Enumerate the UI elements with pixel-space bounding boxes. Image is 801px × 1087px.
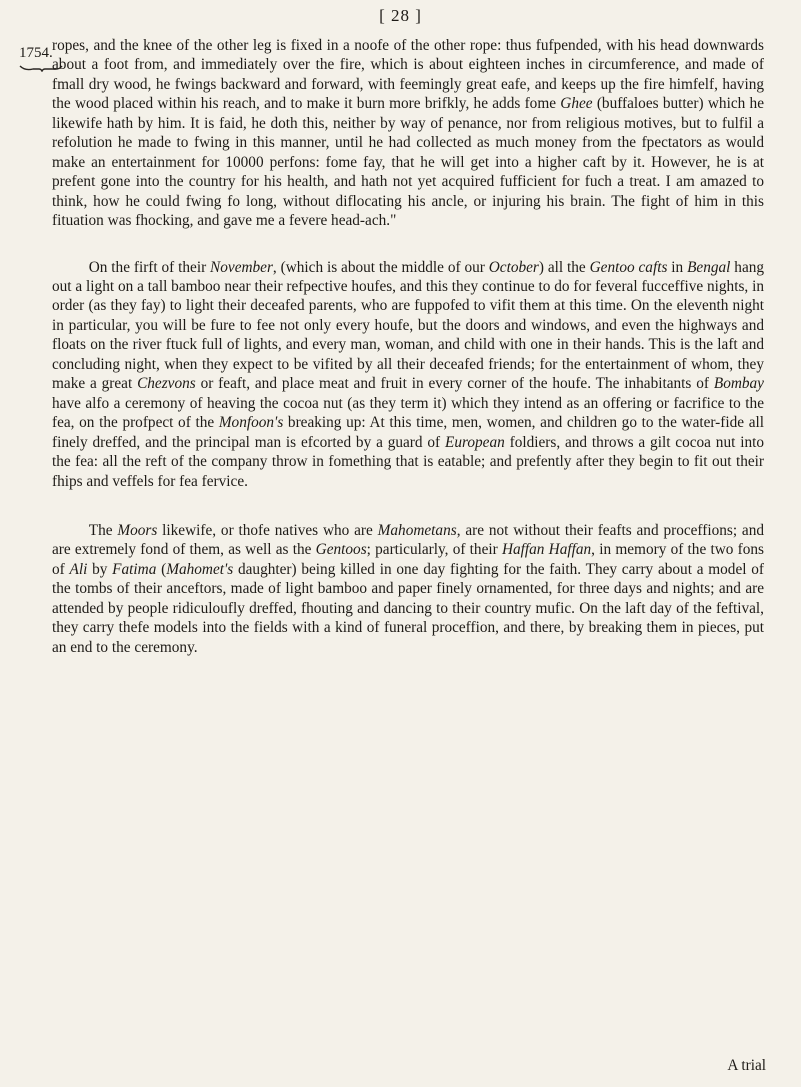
text-run: hang out a light on a tall bamboo near their refpective houfes, and this they continue to do for feveral fucceffive nights, in order (as they fay) to light their deceafed parents, who are fuppofed to vifit them at this time. On the eleventh night in particular, you will be fure to fee not only every houfe, but the doors and windows, and even the highways and floats on the river ftuck full of lights, and every man, woman, and child with one in their hands. This is the laft and concluding night, when they expect to be vifited by all their deceafed friends; for the entertainment of whom, they make a great: [52, 258, 765, 393]
italic-term: Fatima: [112, 560, 157, 578]
italic-term: European: [444, 433, 505, 451]
text-run: (buffaloes butter) which he likewife hath by him. It is faid, he doth this, neither by way of penance, nor from religious motives, but to fulfil a refolution he made to fwing in this manner, until he had collected as much money from the fpectators as would make an entertainment for 10000 perfons: fome fay, that he will get into a higher caft by it. However, he is at prefent gone into the country for his health, and hath not yet acquired fufficient for fuch a treat. I am amazed to think, how he could fwing fo long, without diflocating his ancle, or injuring his brain. The fight of him in this fituation was fhocking, and gave me a fevere head-ach.": [52, 95, 764, 230]
body-text: [52, 36, 764, 657]
italic-term: Gentoo cafts: [589, 258, 668, 276]
text-run: (: [156, 560, 167, 578]
text-run: have alfo a ceremony of heaving the cocoa nut (as they term it) which they intend as an offering or facrifice to the fea, on the profpect of the: [52, 394, 764, 432]
text-run: ) all the: [538, 258, 590, 276]
italic-term: Chezvons: [137, 375, 196, 393]
italic-term: Gentoos: [315, 541, 367, 559]
text-run: , (which is about the middle of our: [272, 258, 489, 276]
paragraph: [52, 521, 764, 657]
page-number: [ 28 ]: [379, 6, 422, 25]
italic-term: Mahomet's: [166, 560, 234, 578]
text-run: likewife, or thofe natives who are: [157, 521, 378, 539]
text-run: by: [87, 560, 113, 578]
italic-term: Moors: [117, 521, 158, 539]
italic-term: Monfoon's: [218, 414, 284, 432]
italic-term: Mahometans: [377, 521, 457, 539]
italic-term: Bengal: [687, 258, 731, 276]
text-run: , are not without their feafts and proceffions; and are extremely fond of them, as well as the: [52, 521, 765, 559]
italic-term: Ali: [69, 560, 88, 578]
paragraph: [52, 258, 764, 491]
paragraph: [52, 36, 764, 231]
text-run: breaking up: At this time, men, women, and children go to the water-fide all finely dreffed, and the principal man is efcorted by a guard of: [52, 414, 764, 451]
text-run: The: [88, 521, 118, 539]
text-run: foldiers, and throws a gilt cocoa nut into the fea: all the reft of the company throw in fomething that is eatable; and prefently after they begin to fit out their fhips and veffels for fea fervice.: [52, 433, 764, 490]
italic-term: Ghee: [560, 95, 593, 113]
italic-term: Bombay: [713, 375, 764, 393]
text-run: On the firft of their: [88, 258, 211, 276]
text-run: ropes, and the knee of the other leg is fixed in a noofe of the other rope: thus fufpended, with his head downwards about a foot from, and immediately over the fire, which is about eighteen inches in circumference, and made of fmall dry wood, he fwings backward and forward, with feemingly great eafe, and keeps up the fire himfelf, having the wood placed within his reach, and to make it burn more brifkly, he adds fome: [52, 37, 764, 113]
text-run: daughter) being killed in one day fighting for the faith. They carry about a model of the tombs of their anceftors, made of light bamboo and paper finely ornamented, for three days and nights; and are attended by people ridiculoufly dreffed, fhouting and dancing to their country mufic. On the laft day of the feftival, they carry thefe models into the fields with a kind of funeral proceffion, and there, by breaking them in pieces, put an end to the ceremony.: [52, 560, 764, 656]
margin-year: 1754.: [19, 45, 53, 61]
italic-term: November: [210, 258, 273, 276]
italic-term: Haffan Haffan: [501, 541, 592, 559]
text-run: or feaft, and place meat and fruit in every corner of the houfe. The inhabitants of: [195, 375, 714, 393]
text-run: in: [667, 258, 688, 276]
text-run: ; particularly, of their: [366, 541, 502, 559]
catchword: A trial: [727, 1057, 766, 1074]
text-run: , in memory of the two fons of: [52, 541, 764, 578]
italic-term: October: [488, 258, 539, 276]
